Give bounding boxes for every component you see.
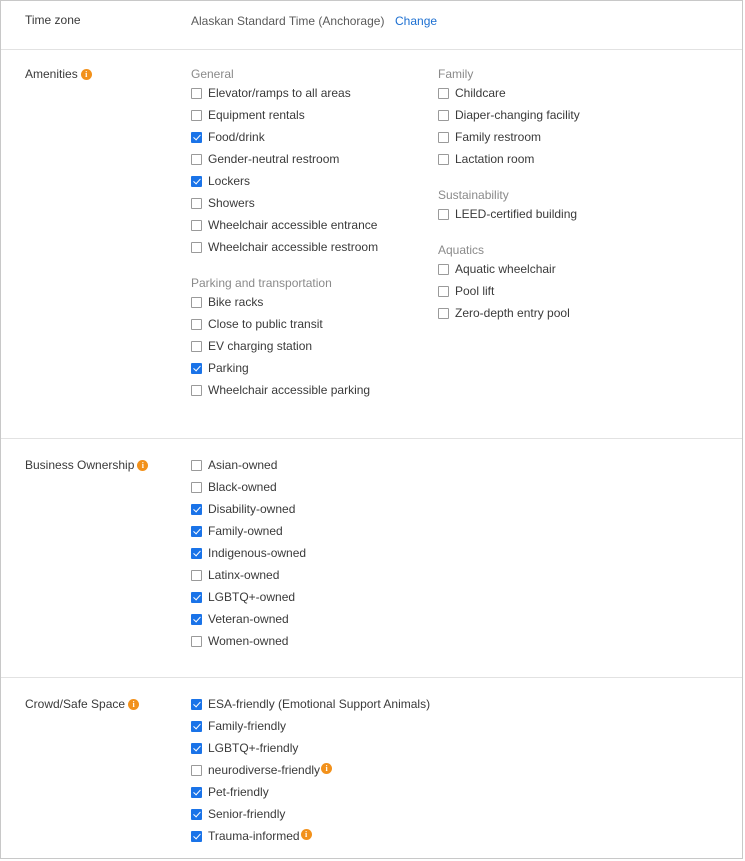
checkbox-row[interactable] — [438, 306, 580, 328]
checkbox-group — [191, 67, 378, 262]
checkbox-label: Bike racks — [208, 295, 264, 309]
checkbox-row[interactable] — [191, 295, 378, 317]
checkbox-label: Trauma-informed — [208, 829, 300, 843]
checkbox-label: Pet-friendly — [208, 785, 269, 799]
checkbox-row[interactable] — [191, 524, 306, 546]
checkbox-label: Equipment rentals — [208, 108, 305, 122]
checkbox-unchecked[interactable] — [191, 242, 202, 253]
checkbox-label: Childcare — [455, 86, 506, 100]
checkbox-label: Aquatic wheelchair — [455, 262, 556, 276]
checkbox-checked[interactable] — [191, 176, 202, 187]
group-title: Family — [438, 67, 474, 81]
checkbox-label: Latinx-owned — [208, 568, 280, 582]
checkbox-label: Wheelchair accessible parking — [208, 383, 371, 397]
checkbox-label: LGBTQ+-owned — [208, 590, 296, 604]
checkbox-row[interactable] — [191, 612, 306, 634]
checkbox-label: Women-owned — [208, 634, 289, 648]
checkbox-row[interactable] — [191, 86, 378, 108]
crowd-safe-space-label — [25, 697, 185, 712]
amenities-label-text: Amenities — [25, 67, 78, 81]
checkbox-label: Elevator/ramps to all areas — [208, 86, 351, 100]
crowd-safe-space-list — [191, 697, 430, 851]
group-title: Sustainability — [438, 188, 509, 202]
checkbox-row[interactable] — [191, 480, 306, 502]
checkbox-label: ESA-friendly (Emotional Support Animals) — [208, 697, 431, 711]
checkbox-row[interactable] — [438, 262, 580, 284]
checkbox-checked[interactable] — [191, 592, 202, 603]
checkbox-label: Family-friendly — [208, 719, 287, 733]
checkbox-label: LEED-certified building — [455, 207, 578, 221]
checkbox-label: Indigenous-owned — [208, 546, 307, 560]
checkbox-unchecked[interactable] — [191, 385, 202, 396]
group-title: Parking and transportation — [191, 276, 332, 290]
checkbox-checked[interactable] — [191, 721, 202, 732]
checkbox-row[interactable] — [191, 590, 306, 612]
checkbox-label: Food/drink — [208, 130, 265, 144]
amenities-column-left — [191, 67, 378, 419]
checkbox-unchecked[interactable] — [438, 110, 449, 121]
checkbox-checked[interactable] — [191, 831, 202, 842]
checkbox-label: Disability-owned — [208, 502, 296, 516]
checkbox-unchecked[interactable] — [438, 308, 449, 319]
checkbox-label: Senior-friendly — [208, 807, 286, 821]
checkbox-row[interactable] — [191, 458, 306, 480]
checkbox-label: Veteran-owned — [208, 612, 289, 626]
checkbox-label: Family-owned — [208, 524, 283, 538]
checkbox-row[interactable] — [191, 218, 378, 240]
checkbox-label: Black-owned — [208, 480, 277, 494]
business-ownership-label-text: Business Ownership — [25, 458, 135, 472]
checkbox-row[interactable] — [438, 108, 580, 130]
checkbox-label: Lockers — [208, 174, 251, 188]
checkbox-checked[interactable] — [191, 614, 202, 625]
checkbox-unchecked[interactable] — [438, 209, 449, 220]
time-zone-row — [1, 13, 742, 33]
checkbox-label: Pool lift — [455, 284, 495, 298]
checkbox-unchecked[interactable] — [191, 220, 202, 231]
checkbox-label: Gender-neutral restroom — [208, 152, 340, 166]
checkbox-unchecked[interactable] — [191, 636, 202, 647]
checkbox-checked[interactable] — [191, 548, 202, 559]
group-title: General — [191, 67, 234, 81]
info-icon[interactable]: i — [137, 460, 148, 471]
checkbox-row[interactable] — [191, 152, 378, 174]
checkbox-label: Wheelchair accessible entrance — [208, 218, 378, 232]
checkbox-unchecked[interactable] — [191, 482, 202, 493]
checkbox-row[interactable] — [191, 634, 306, 656]
info-icon[interactable]: i — [321, 763, 332, 774]
checkbox-unchecked[interactable] — [191, 110, 202, 121]
amenities-label — [25, 67, 185, 82]
divider-3 — [1, 677, 742, 678]
checkbox-row[interactable] — [191, 807, 430, 829]
info-icon[interactable]: i — [81, 69, 92, 80]
checkbox-label: Wheelchair accessible restroom — [208, 240, 379, 254]
checkbox-checked[interactable] — [191, 504, 202, 515]
checkbox-checked[interactable] — [191, 363, 202, 374]
checkbox-row[interactable] — [191, 174, 378, 196]
checkbox-row[interactable] — [191, 240, 378, 262]
checkbox-label: Zero-depth entry pool — [455, 306, 570, 320]
checkbox-group — [438, 67, 580, 174]
checkbox-row[interactable] — [191, 361, 378, 383]
checkbox-label: Asian-owned — [208, 458, 278, 472]
checkbox-label: LGBTQ+-friendly — [208, 741, 299, 755]
divider-2 — [1, 438, 742, 439]
checkbox-row[interactable] — [191, 719, 430, 741]
checkbox-row[interactable] — [191, 741, 430, 763]
checkbox-row[interactable] — [191, 196, 378, 218]
checkbox-row[interactable] — [191, 697, 430, 719]
checkbox-unchecked[interactable] — [191, 460, 202, 471]
checkbox-unchecked[interactable] — [438, 286, 449, 297]
checkbox-row[interactable] — [191, 546, 306, 568]
checkbox-label: Close to public transit — [208, 317, 323, 331]
checkbox-row[interactable] — [191, 108, 378, 130]
checkbox-row[interactable] — [191, 317, 378, 339]
checkbox-row[interactable] — [438, 207, 580, 229]
divider-1 — [1, 49, 742, 50]
group-title: Aquatics — [438, 243, 485, 257]
checkbox-label: EV charging station — [208, 339, 313, 353]
checkbox-group — [438, 188, 580, 229]
checkbox-row[interactable] — [438, 130, 580, 152]
checkbox-checked[interactable] — [191, 699, 202, 710]
checkbox-group — [191, 276, 378, 405]
checkbox-label: Showers — [208, 196, 255, 210]
business-ownership-list — [191, 458, 306, 656]
checkbox-checked[interactable] — [191, 743, 202, 754]
checkbox-unchecked[interactable] — [191, 765, 202, 776]
business-ownership-label — [25, 458, 185, 473]
checkbox-row[interactable] — [191, 383, 378, 405]
checkbox-row[interactable] — [191, 763, 430, 785]
checkbox-row[interactable] — [191, 130, 378, 152]
checkbox-row[interactable] — [191, 785, 430, 807]
checkbox-row[interactable] — [191, 502, 306, 524]
checkbox-unchecked[interactable] — [438, 132, 449, 143]
checkbox-checked[interactable] — [191, 526, 202, 537]
checkbox-unchecked[interactable] — [191, 154, 202, 165]
time-zone-value: Alaskan Standard Time (Anchorage) — [191, 14, 385, 28]
checkbox-unchecked[interactable] — [191, 570, 202, 581]
checkbox-row[interactable] — [438, 152, 580, 174]
time-zone-label: Time zone — [25, 13, 81, 27]
checkbox-checked[interactable] — [191, 787, 202, 798]
checkbox-unchecked[interactable] — [191, 319, 202, 330]
checkbox-row[interactable] — [191, 339, 378, 361]
checkbox-unchecked[interactable] — [438, 88, 449, 99]
checkbox-unchecked[interactable] — [438, 154, 449, 165]
checkbox-row[interactable] — [191, 568, 306, 590]
checkbox-row[interactable] — [438, 86, 580, 108]
checkbox-unchecked[interactable] — [191, 198, 202, 209]
checkbox-group — [438, 243, 580, 328]
checkbox-unchecked[interactable] — [191, 88, 202, 99]
checkbox-unchecked[interactable] — [191, 297, 202, 308]
checkbox-unchecked[interactable] — [438, 264, 449, 275]
amenities-column-right — [438, 67, 580, 342]
checkbox-label: Family restroom — [455, 130, 542, 144]
checkbox-label: Parking — [208, 361, 249, 375]
checkbox-row[interactable] — [438, 284, 580, 306]
checkbox-label: Lactation room — [455, 152, 535, 166]
checkbox-checked[interactable] — [191, 809, 202, 820]
checkbox-unchecked[interactable] — [191, 341, 202, 352]
checkbox-checked[interactable] — [191, 132, 202, 143]
checkbox-label: Diaper-changing facility — [455, 108, 580, 122]
checkbox-row[interactable] — [191, 829, 430, 851]
checkbox-label: neurodiverse-friendly — [208, 763, 321, 777]
time-zone-change-link[interactable]: Change — [395, 14, 438, 28]
info-icon[interactable]: i — [301, 829, 312, 840]
info-icon[interactable]: i — [128, 699, 139, 710]
crowd-safe-space-label-text: Crowd/Safe Space — [25, 697, 126, 711]
